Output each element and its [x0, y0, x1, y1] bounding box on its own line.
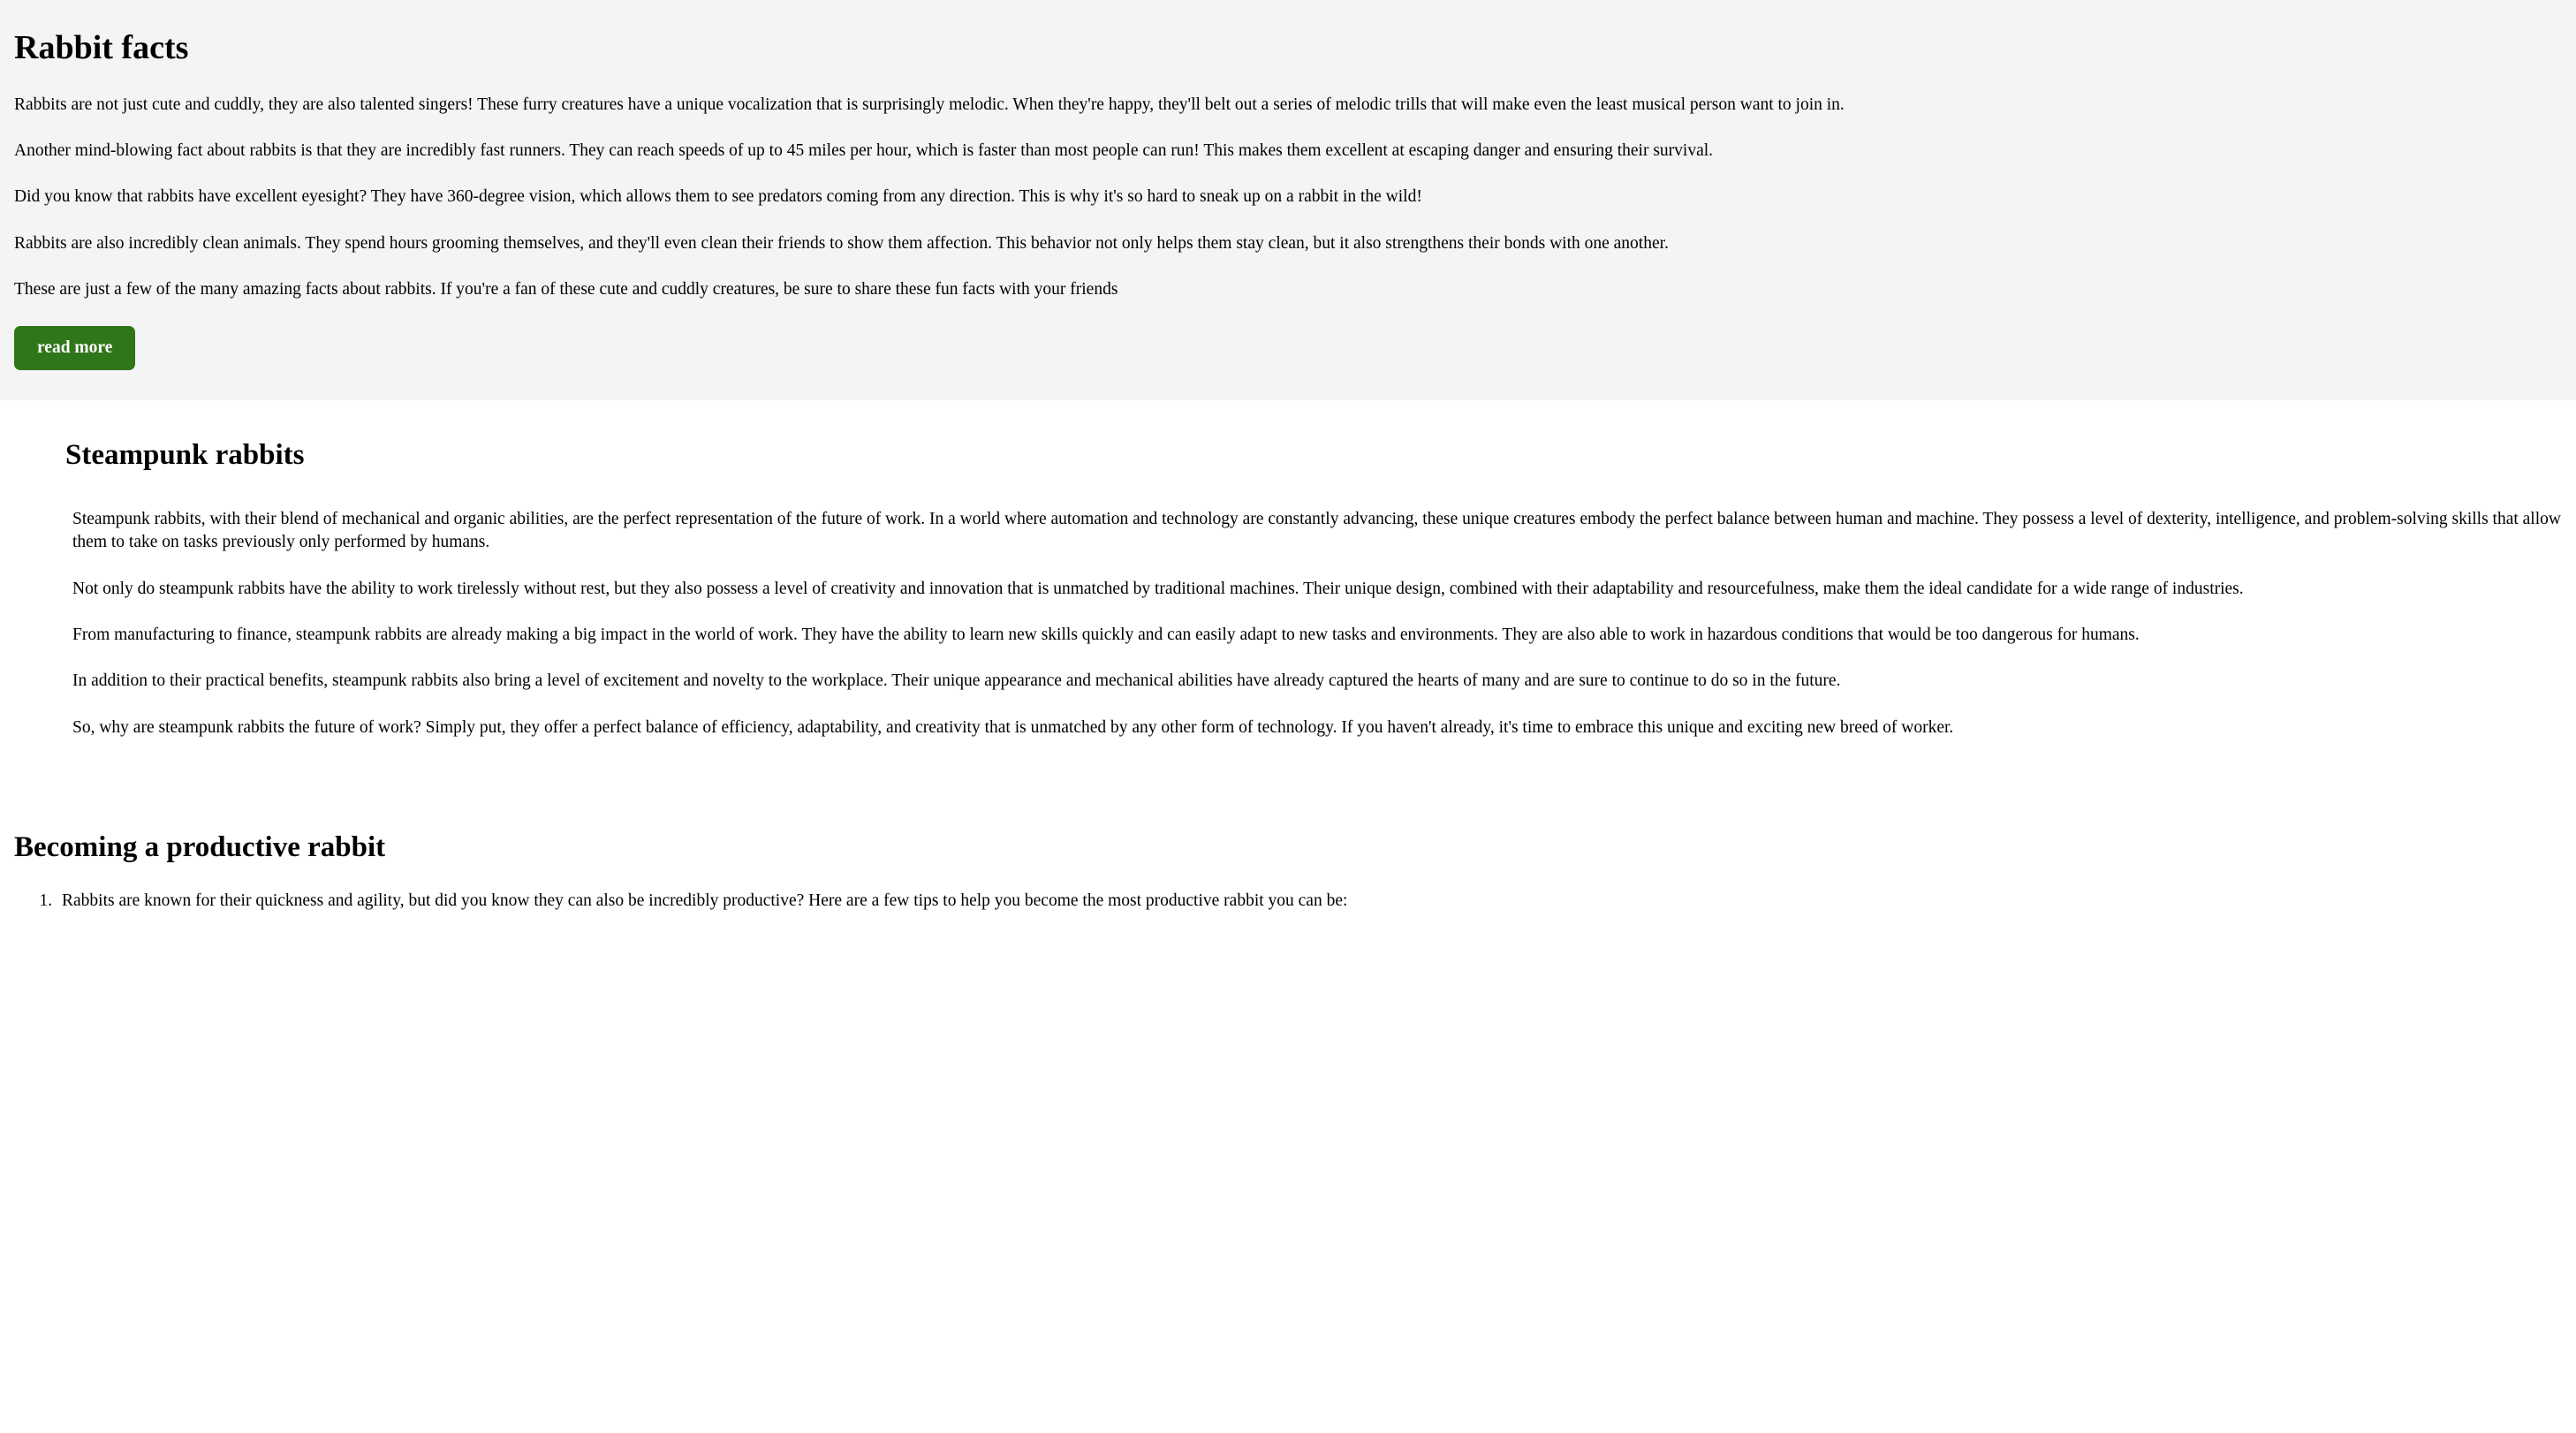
steampunk-paragraph: From manufacturing to finance, steampunk rabbits are already making a big impact in the world of work. They have the ability to learn new skills quickly and can easily adapt to new tasks and environments. They are also able to work in hazardous conditions that would be too dangerous for humans. [72, 625, 2140, 644]
steampunk-paragraph: Not only do steampunk rabbits have the ability to work tirelessly without rest, but they also possess a level of creativity and innovation that is unmatched by traditional machines. Their unique design, combined with their adaptability and resourcefulness, make them the ideal candidate for a wide range of industries. [72, 579, 2244, 598]
steampunk-body [72, 508, 2562, 739]
rabbit-facts-paragraph: These are just a few of the many amazing facts about rabbits. If you're a fan of these cute and cuddly creatures, be sure to share these fun facts with your friends [14, 280, 1118, 299]
steampunk-paragraph: Steampunk rabbits, with their blend of mechanical and organic abilities, are the perfect representation of the future of work. In a world where automation and technology are constantly advancing, these unique creatures embody the perfect balance between human and machine. They possess a level of dexterity, intelligence, and problem-solving skills that allow them to take on tasks previously only performed by humans. [72, 510, 2561, 552]
productive-rabbit-section [0, 798, 2576, 940]
rabbit-facts-heading: Rabbit facts [14, 29, 189, 66]
rabbit-facts-paragraph: Another mind-blowing fact about rabbits is that they are incredibly fast runners. They can reach speeds of up to 45 miles per hour, which is faster than most people can run! This makes them excellent at escaping danger and ensuring their survival. [14, 141, 1714, 161]
list-item: 1. Rabbits are known for their quickness and agility, but did you know they can also be incredibly productive? Here are a few tips to help you become the most productive rabbit you can be: [57, 890, 2562, 913]
productive-rabbit-list [14, 890, 2562, 913]
rabbit-facts-section [0, 0, 2576, 400]
productive-rabbit-heading: Becoming a productive rabbit [14, 830, 386, 863]
read-more-button[interactable]: read more [14, 326, 135, 369]
rabbit-facts-paragraph: Rabbits are also incredibly clean animals. They spend hours grooming themselves, and they'll even clean their friends to show them affection. This behavior not only helps them stay clean, but it also strengthens their bonds with one another. [14, 233, 1669, 253]
steampunk-content [65, 439, 2562, 739]
steampunk-rabbits-section [0, 400, 2576, 798]
steampunk-heading: Steampunk rabbits [65, 438, 305, 471]
rabbit-facts-paragraph: Rabbits are not just cute and cuddly, they are also talented singers! These furry creatures have a unique vocalization that is surprisingly melodic. When they're happy, they'll belt out a series of melodic trills that will make even the least musical person want to join in. [14, 95, 1845, 114]
rabbit-facts-paragraph: Did you know that rabbits have excellent eyesight? They have 360-degree vision, which allows them to see predators coming from any direction. This is why it's so hard to sneak up on a rabbit in the wild! [14, 187, 1422, 207]
steampunk-paragraph: In addition to their practical benefits, steampunk rabbits also bring a level of excitement and novelty to the workplace. Their unique appearance and mechanical abilities have already captured the hearts of many and are sure to continue to do so in the future. [72, 671, 1841, 691]
steampunk-paragraph: So, why are steampunk rabbits the future of work? Simply put, they offer a perfect balance of efficiency, adaptability, and creativity that is unmatched by any other form of technology. If you haven't already, it's time to embrace this unique and exciting new breed of worker. [72, 717, 1954, 737]
